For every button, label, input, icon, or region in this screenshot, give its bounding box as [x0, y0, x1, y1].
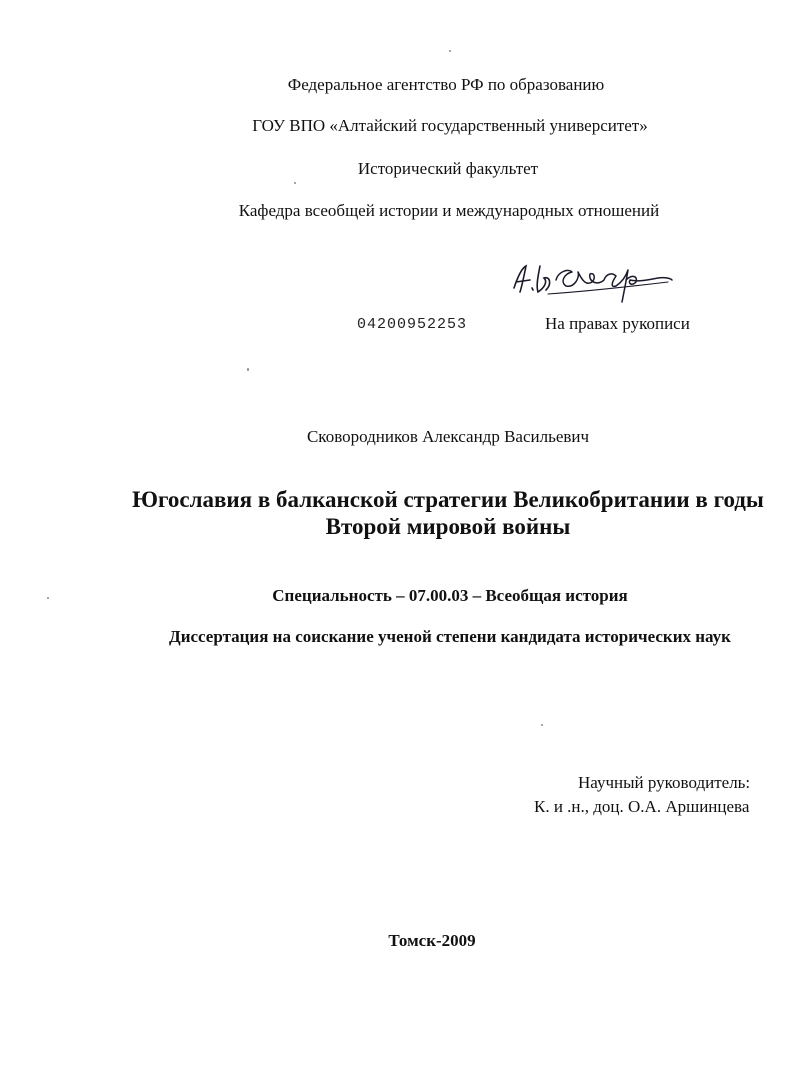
- thesis-title-line-1: Югославия в балканской стратегии Великобритании в годы: [132, 487, 764, 512]
- thesis-title-line-2: Второй мировой войны: [325, 514, 571, 539]
- specialty-line: Специальность – 07.00.03 – Всеобщая история: [272, 586, 628, 605]
- degree-line: Диссертация на соискание ученой степени кандидата исторических наук: [169, 627, 731, 646]
- rights-note: На правах рукописи: [545, 314, 690, 333]
- faculty-heading: Исторический факультет: [357, 159, 539, 178]
- scan-speck: [294, 182, 296, 184]
- scan-speck: [247, 368, 249, 371]
- supervisor-label: Научный руководитель:: [578, 773, 751, 792]
- author-name: Сковородников Александр Васильевич: [306, 427, 590, 446]
- agency-heading: Федеральное агентство РФ по образованию: [287, 75, 605, 94]
- handwritten-signature: [508, 258, 676, 308]
- scan-speck: [47, 597, 49, 599]
- scan-speck: [541, 724, 543, 726]
- supervisor-name: К. и .н., доц. О.А. Аршинцева: [534, 797, 750, 816]
- inventory-number: 04200952253: [357, 316, 468, 333]
- scan-speck: [449, 50, 451, 52]
- department-heading: Кафедра всеобщей истории и международных отношений: [238, 201, 660, 220]
- university-heading: ГОУ ВПО «Алтайский государственный университет»: [252, 116, 648, 135]
- city-year: Томск-2009: [388, 931, 476, 950]
